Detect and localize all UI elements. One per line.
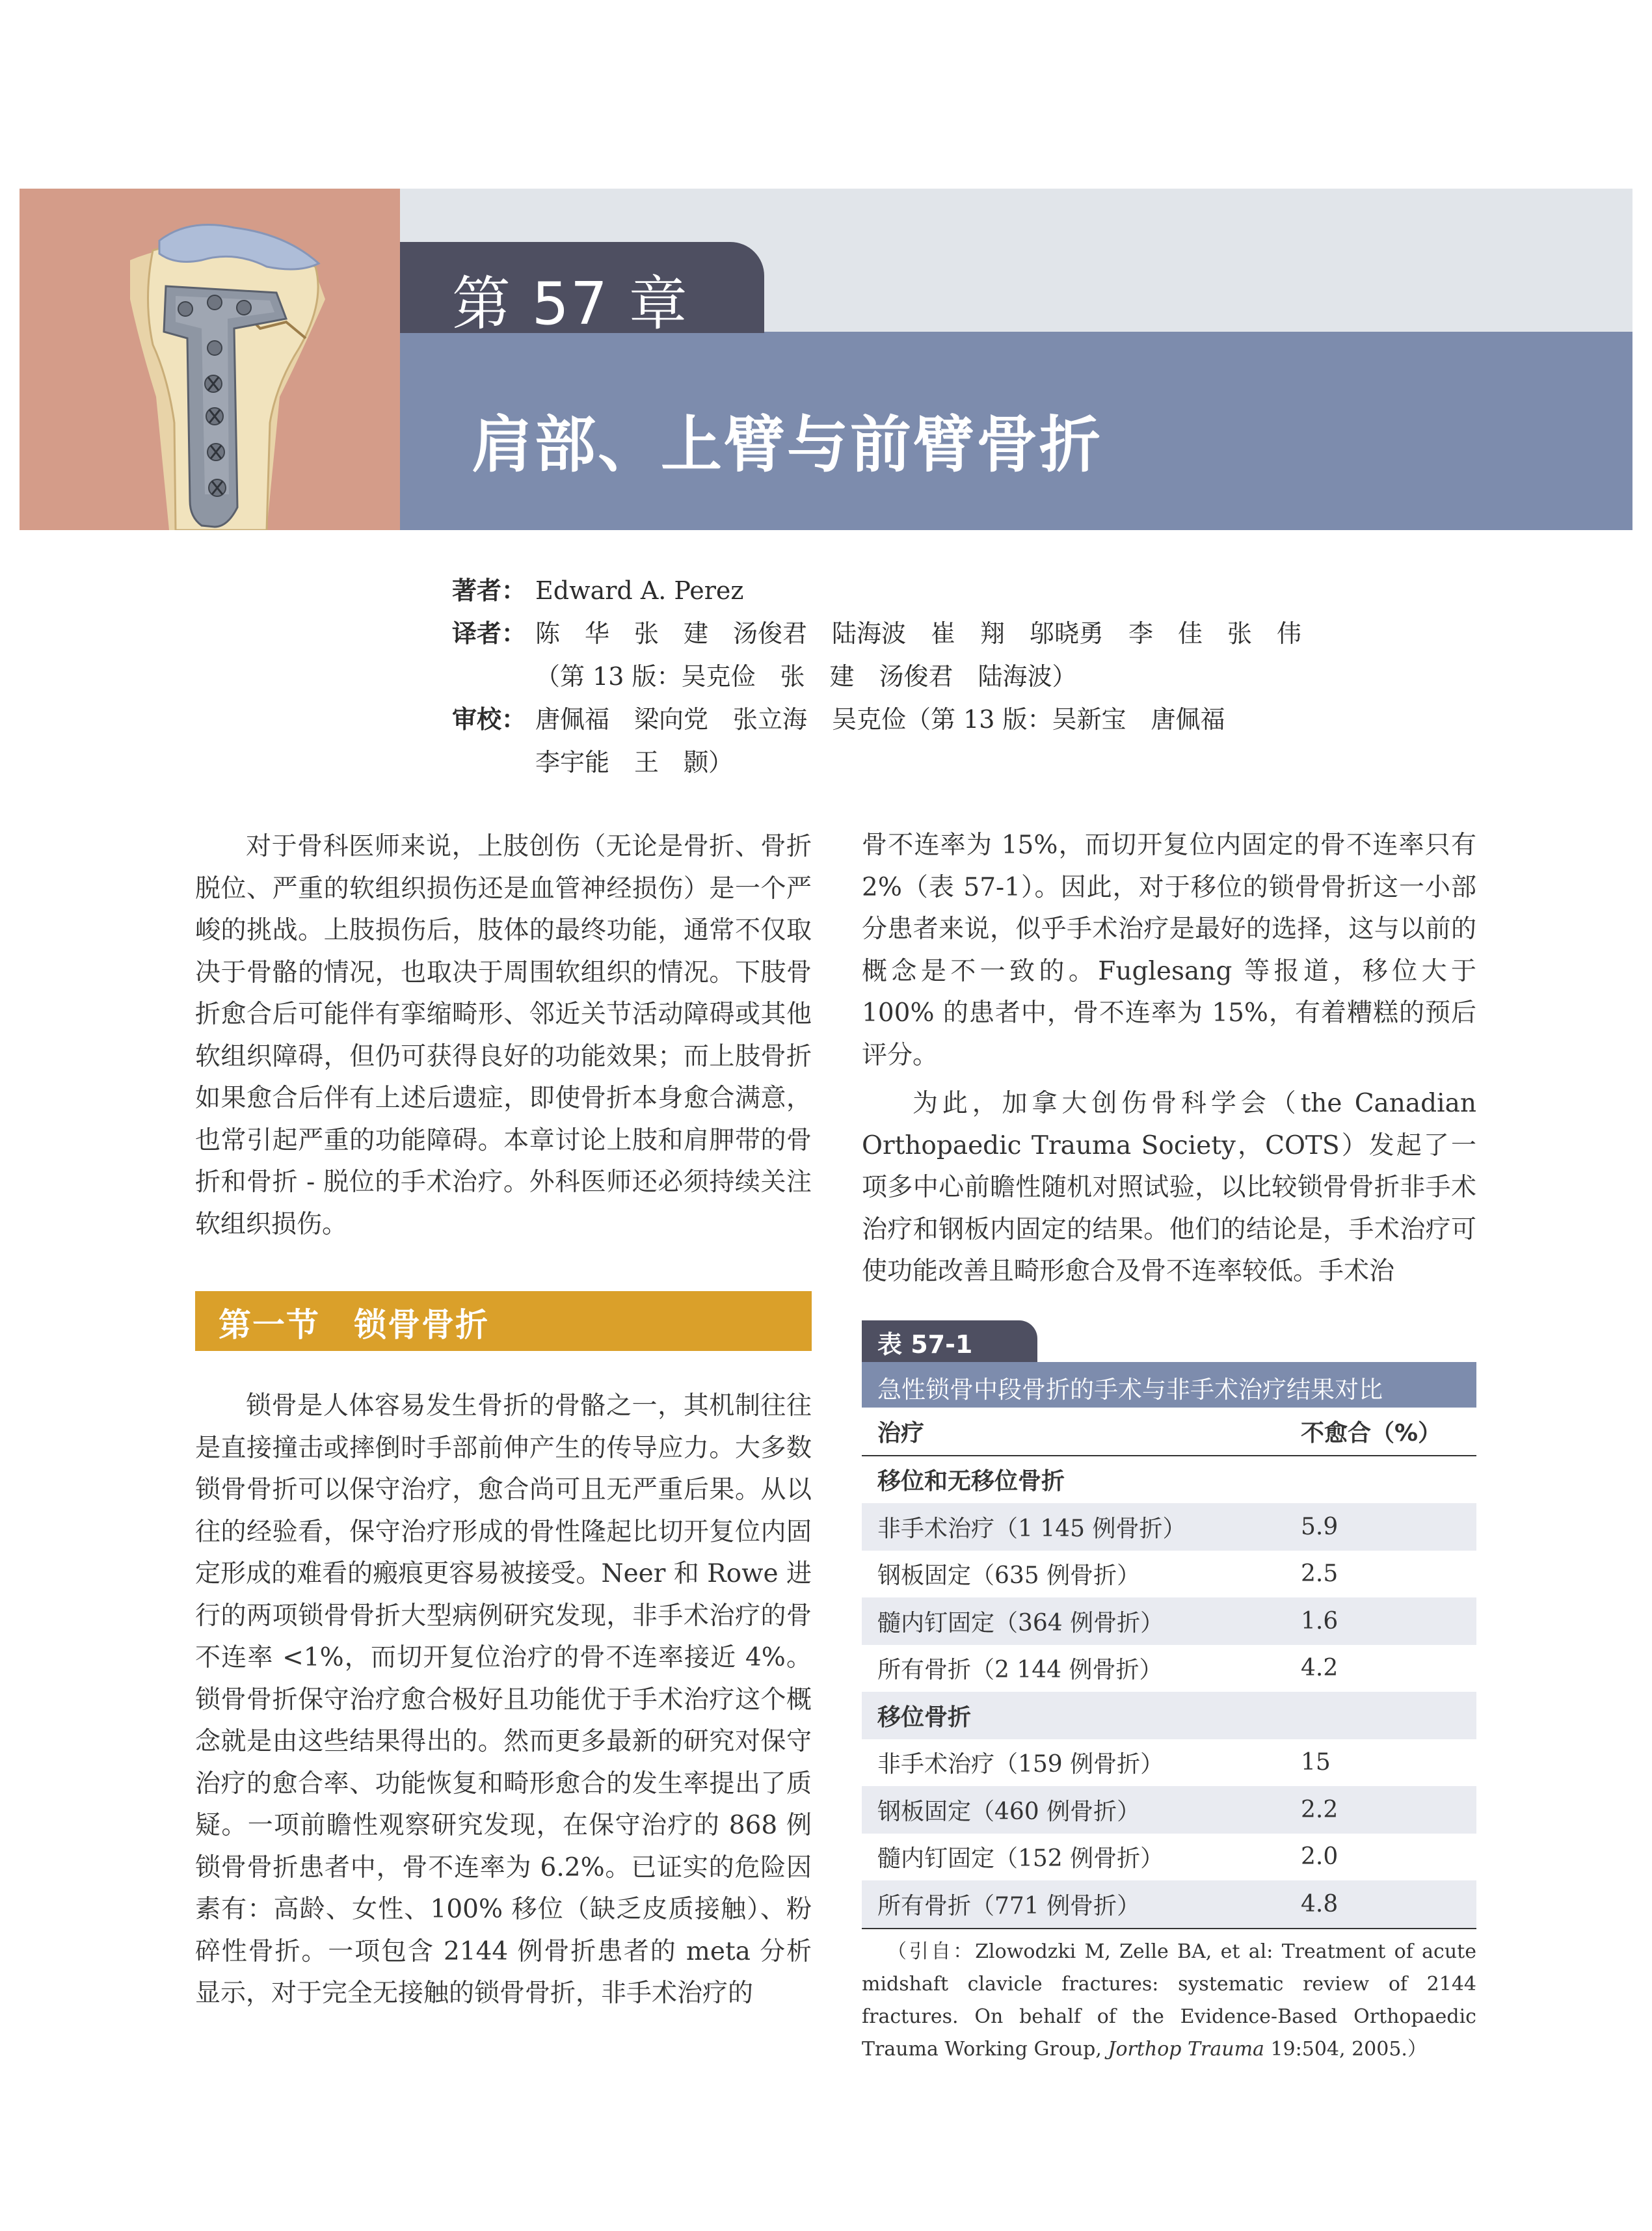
reviewer-continuation: 李宇能 王 颢） xyxy=(535,748,734,777)
treatment-cell: 髓内钉固定（152 例骨折） xyxy=(877,1845,1164,1873)
treatment-cell: 钢板固定（635 例骨折） xyxy=(877,1562,1141,1590)
source-journal: Jorthop Trauma xyxy=(1108,2038,1264,2061)
author-row xyxy=(452,569,1428,612)
table-source-note xyxy=(862,1936,1476,2066)
table-row xyxy=(862,1739,1476,1787)
column-header-nonunion: 不愈合（%） xyxy=(1285,1408,1476,1456)
table-row xyxy=(862,1597,1476,1645)
treatment-cell: 髓内钉固定（364 例骨折） xyxy=(862,1597,1285,1645)
column-header-treatment: 治疗 xyxy=(862,1408,1285,1456)
source-text: （引自：Zlowodzki M, Zelle BA, et al: Treatment of acute midshaft clavicle fractures: systematic review of 2144 fractures. On behalf of the Evidence-Based Orthopaedic Trauma Working Group, xyxy=(862,1940,1476,2061)
treatment-cell: 钢板固定（460 例骨折） xyxy=(862,1786,1285,1834)
table-group-row xyxy=(862,1692,1476,1739)
author-value: Edward A. Perez xyxy=(535,576,744,605)
value-cell: 2.5 xyxy=(1301,1560,1339,1588)
table-row xyxy=(862,1880,1476,1929)
chapter-header xyxy=(20,189,1632,530)
value-cell: 4.8 xyxy=(1285,1880,1476,1929)
value-cell: 2.0 xyxy=(1301,1843,1339,1871)
author-key: 著者： xyxy=(452,576,527,605)
value-cell: 5.9 xyxy=(1285,1503,1476,1551)
table-row xyxy=(862,1551,1476,1598)
translator-row xyxy=(452,612,1428,655)
value-cell: 15 xyxy=(1301,1749,1331,1776)
chapter-tab xyxy=(400,242,764,338)
section-title: 第一节 锁骨骨折 xyxy=(219,1305,489,1344)
group-label: 移位骨折 xyxy=(862,1692,1476,1739)
section-heading-bar xyxy=(195,1291,812,1351)
outcome-table xyxy=(862,1408,1476,1929)
table-caption-bar xyxy=(862,1362,1476,1408)
treatment-cell: 所有骨折（2 144 例骨折） xyxy=(877,1657,1163,1684)
bone-plate-icon xyxy=(20,189,400,530)
source-text-end: 19:504, 2005.） xyxy=(1264,2038,1427,2061)
clavicle-paragraph: 锁骨是人体容易发生骨折的骨骼之一，其机制往往是直接撞击或摔倒时手部前伸产生的传导应力。大多数锁骨骨折可以保守治疗，愈合尚可且无严重后果。从以往的经验看，保守治疗形成的骨性隆起比切开复位内固定形成的难看的瘢痕更容易被接受。Neer 和 Rowe 进行的两项锁骨骨折大型病例研究发现，非手术治疗的骨不连率 <1%，而切开复位治疗的骨不连率接近 4%。锁骨骨折保守治疗愈合极好且功能优于手术治疗这个概念就是由这些结果得出的。然而更多最新的研究对保守治疗的愈合率、功能恢复和畸形愈合的发生率提出了质疑。一项前瞻性观察研究发现，在保守治疗的 868 例锁骨骨折患者中，骨不连率为 6.2%。已证实的危险因素有：高龄、女性、100% 移位（缺乏皮质接触）、粉碎性骨折。一项包含 2144 例骨折患者的 meta 分析显示，对于完全无接触的锁骨骨折，非手术治疗的 xyxy=(195,1391,812,2008)
value-cell: 4.2 xyxy=(1301,1655,1339,1682)
intro-paragraph: 对于骨科医师来说，上肢创伤（无论是骨折、骨折脱位、严重的软组织损伤还是血管神经损伤）是一个严峻的挑战。上肢损伤后，肢体的最终功能，通常不仅取决于骨骼的情况，也取决于周围软组织的情况。下肢骨折愈合后可能伴有挛缩畸形、邻近关节活动障碍或其他软组织障碍，但仍可获得良好的功能效果；而上肢骨折如果愈合后伴有上述后遗症，即使骨折本身愈合满意，也常引起严重的功能障碍。本章讨论上肢和肩胛带的骨折和骨折 - 脱位的手术治疗。外科医师还必须持续关注软组织损伤。 xyxy=(195,832,812,1239)
translator-continuation: （第 13 版：吴克俭 张 建 汤俊君 陆海波） xyxy=(535,662,1077,691)
treatment-cell: 所有骨折（771 例骨折） xyxy=(862,1880,1285,1929)
reviewer-row xyxy=(452,698,1428,741)
credits-block xyxy=(452,569,1428,784)
table-group-row xyxy=(862,1456,1476,1504)
table-row xyxy=(862,1503,1476,1551)
reviewer-key: 审校： xyxy=(452,705,527,734)
table-row xyxy=(862,1834,1476,1881)
table-label: 表 57-1 xyxy=(877,1330,973,1359)
header-title-area xyxy=(400,189,1632,530)
table-header-row xyxy=(862,1408,1476,1456)
treatment-cell: 非手术治疗（159 例骨折） xyxy=(877,1751,1164,1778)
translator-key: 译者： xyxy=(452,619,527,648)
chapter-title: 肩部、上臂与前臂骨折 xyxy=(472,410,1103,481)
bone-plate-illustration xyxy=(20,189,400,530)
table-row xyxy=(862,1645,1476,1692)
value-cell: 2.2 xyxy=(1285,1786,1476,1834)
cots-paragraph: 为此，加拿大创伤骨科学会（the Canadian Orthopaedic Trauma Society，COTS）发起了一项多中心前瞻性随机对照试验，以比较锁骨骨折非手术治疗和钢板内固定的结果。他们的结论是，手术治疗可使功能改善且畸形愈合及骨不连率较低。手术治 xyxy=(862,1089,1476,1286)
table-row xyxy=(862,1786,1476,1834)
chapter-label: 第 57 章 xyxy=(452,270,689,338)
reviewer-value: 唐佩福 梁向党 张立海 吴克俭（第 13 版：吴新宝 唐佩福 xyxy=(535,705,1225,734)
group-label: 移位和无移位骨折 xyxy=(877,1468,1065,1495)
nonunion-paragraph: 骨不连率为 15%，而切开复位内固定的骨不连率只有 2%（表 57-1）。因此，对于移位的锁骨骨折这一小部分患者来说，似乎手术治疗是最好的选择，这与以前的概念是不一致的。Fuglesang 等报道，移位大于 100% 的患者中，骨不连率为 15%，有着糟糕的预后评分。 xyxy=(862,831,1476,1070)
translator-value: 陈 华 张 建 汤俊君 陆海波 崔 翔 邬晓勇 李 佳 张 伟 xyxy=(535,619,1302,648)
value-cell: 1.6 xyxy=(1285,1597,1476,1645)
table-caption: 急性锁骨中段骨折的手术与非手术治疗结果对比 xyxy=(877,1376,1383,1404)
treatment-cell: 非手术治疗（1 145 例骨折） xyxy=(862,1503,1285,1551)
table-label-tab xyxy=(862,1320,1037,1362)
